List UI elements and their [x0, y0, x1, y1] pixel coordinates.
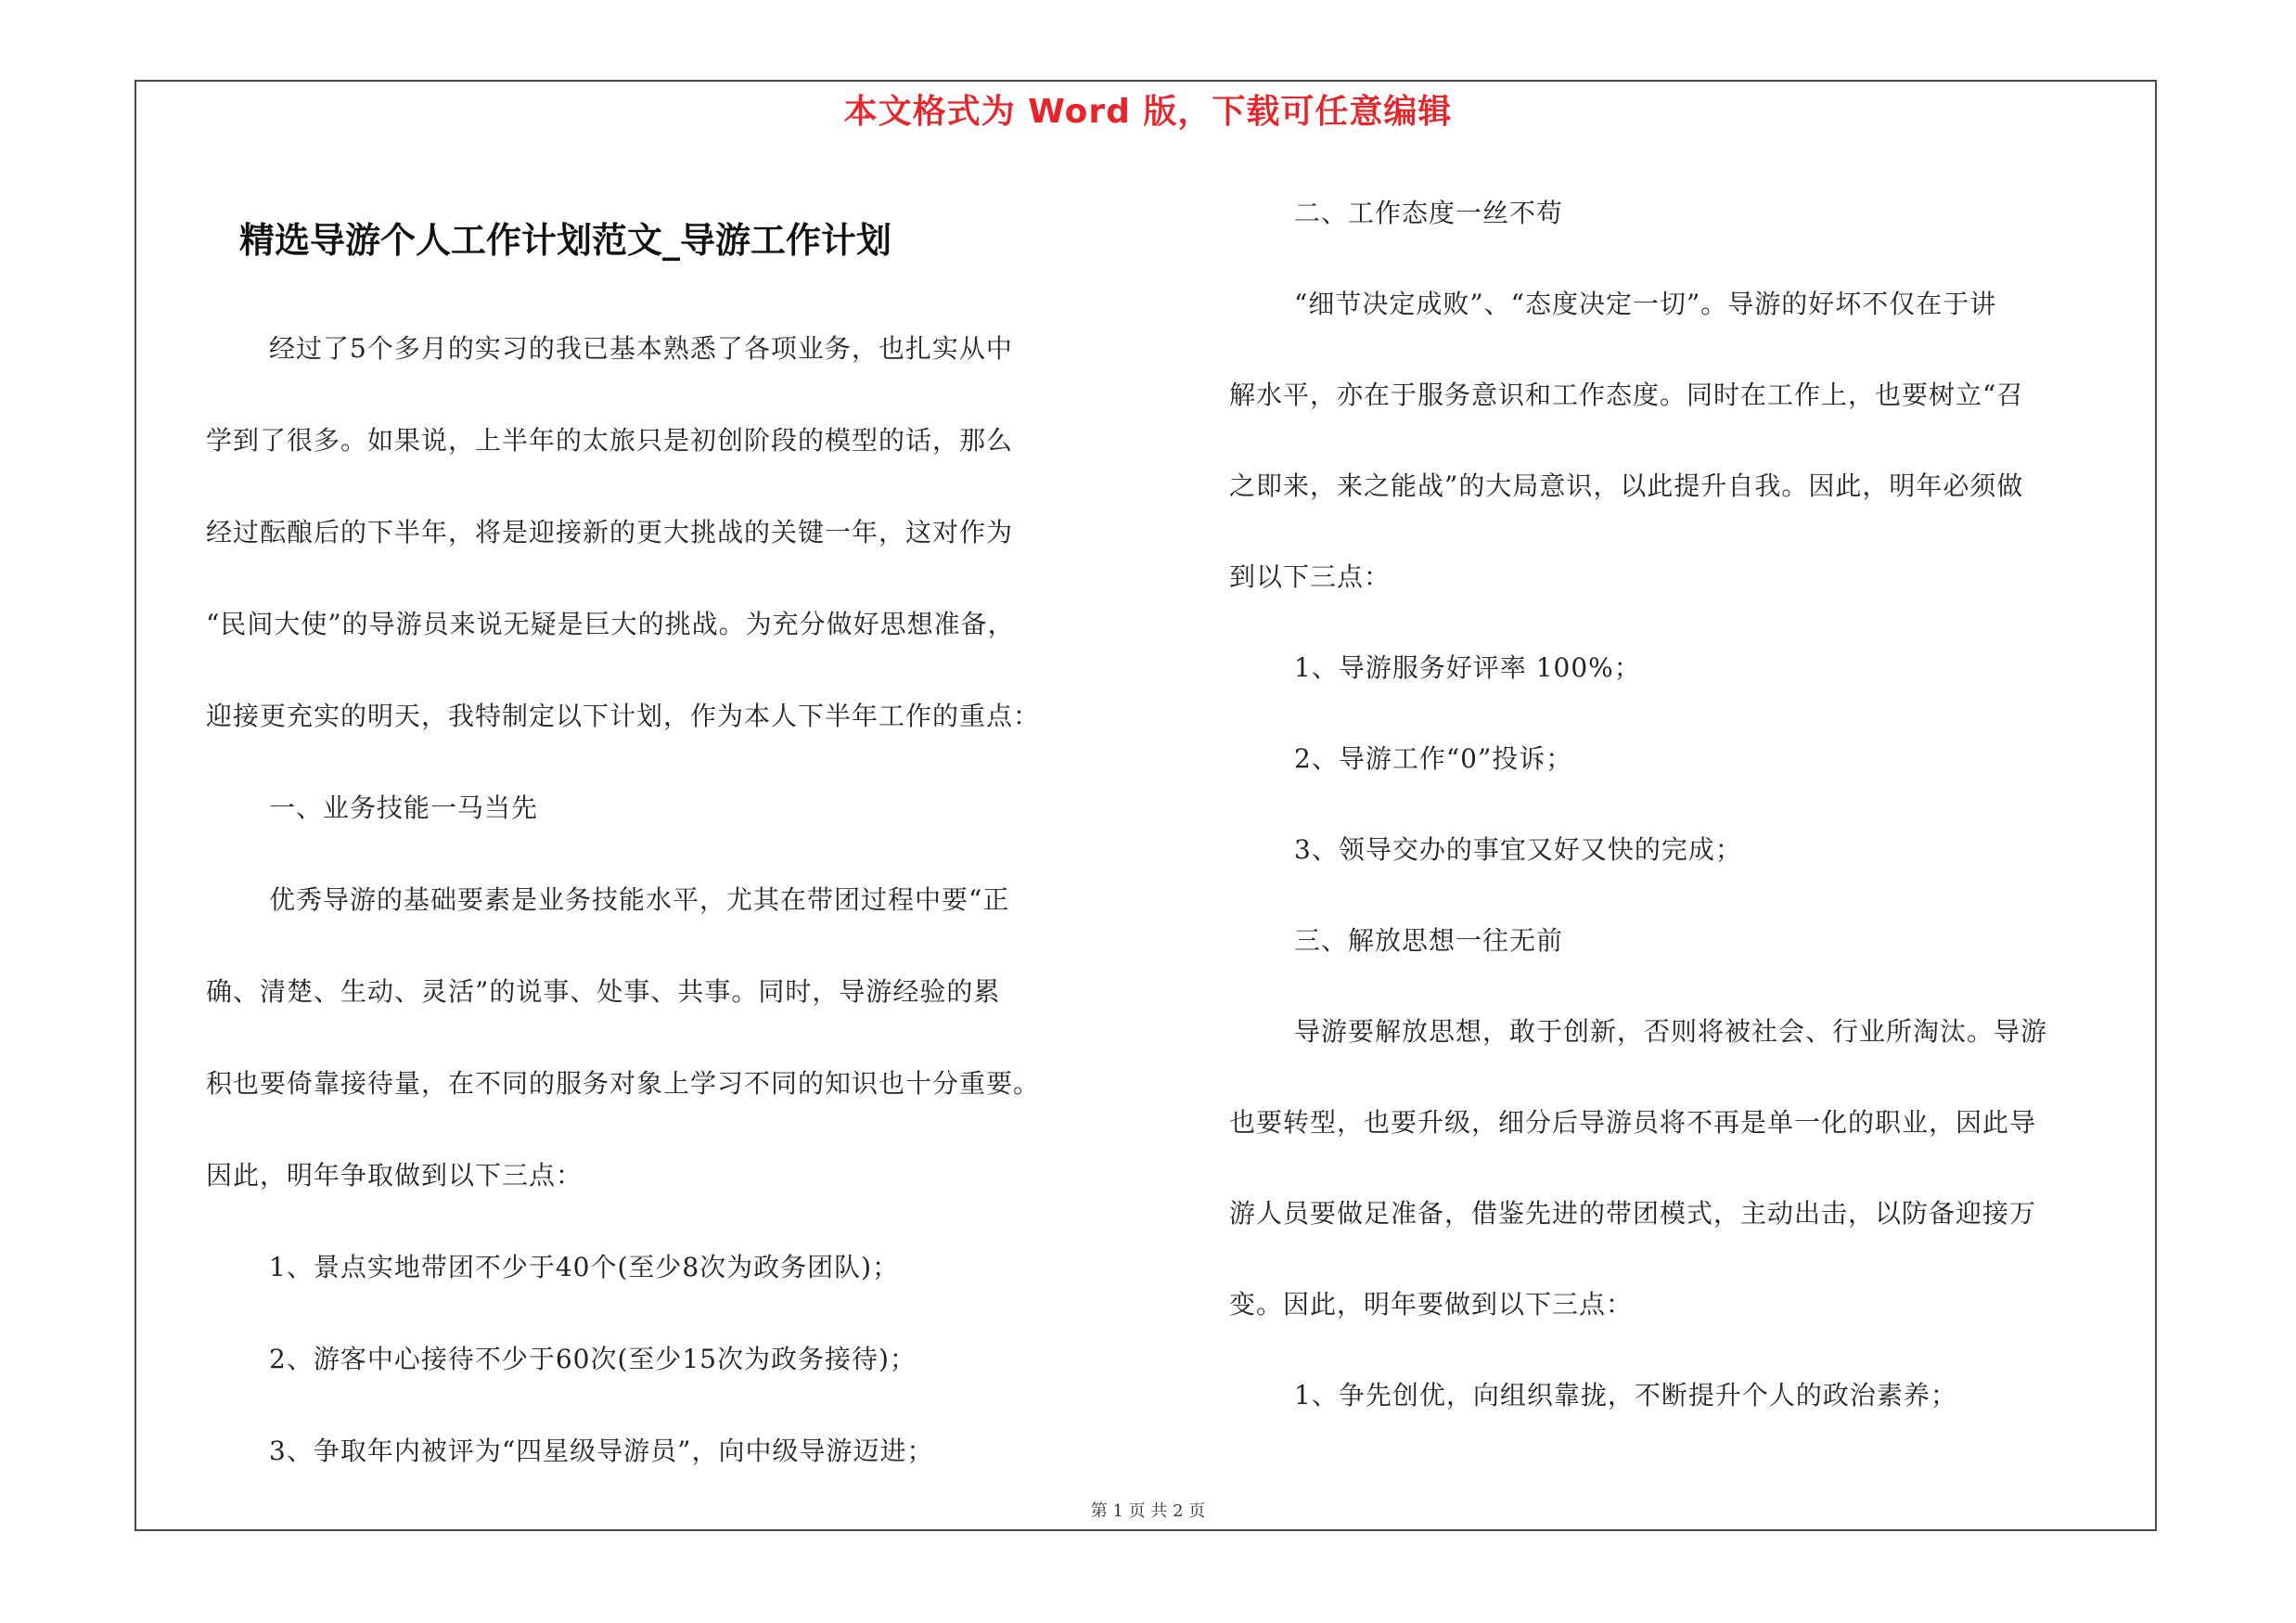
right-line-2: “细节决定成败”、“态度决定一切”。导游的好坏不仅在于讲: [1294, 289, 1997, 319]
left-item-1: 1、景点实地带团不少于40个(至少8次为政务团队)；: [269, 1252, 900, 1282]
right-item-4: 1、争先创优，向组织靠拢，不断提升个人的政治素养；: [1294, 1380, 1957, 1410]
right-item-1: 1、导游服务好评率 100%；: [1294, 652, 1641, 683]
left-heading-1: 一、业务技能一马当先: [269, 792, 539, 823]
left-line-10: 因此，明年争取做到以下三点：: [206, 1160, 584, 1191]
right-line-12: 游人员要做足准备，借鉴先进的带团模式，主动出击，以防备迎接万: [1229, 1198, 2037, 1229]
left-line-7: 优秀导游的基础要素是业务技能水平，尤其在带团过程中要“正: [269, 884, 1010, 915]
right-item-2: 2、导游工作“0”投诉；: [1294, 743, 1573, 774]
left-line-9: 积也要倚靠接待量，在不同的服务对象上学习不同的知识也十分重要。: [206, 1068, 1041, 1099]
right-heading-3: 三、解放思想一往无前: [1294, 925, 1564, 956]
page-number-footer: 第 1 页 共 2 页: [1090, 1501, 1206, 1521]
left-line-8: 确、清楚、生动、灵活”的说事、处事、共事。同时，导游经验的累: [206, 976, 1001, 1007]
right-item-3: 3、领导交办的事宜又好又快的完成；: [1294, 834, 1742, 865]
left-item-2: 2、游客中心接待不少于60次(至少15次为政务接待)；: [269, 1344, 917, 1374]
right-line-5: 到以下三点：: [1229, 561, 1392, 592]
right-line-13: 变。因此，明年要做到以下三点：: [1229, 1289, 1634, 1320]
right-line-11: 也要转型，也要升级，细分后导游员将不再是单一化的职业，因此导: [1229, 1107, 2037, 1138]
left-line-1: 经过了5个多月的实习的我已基本熟悉了各项业务，也扎实从中: [269, 333, 1013, 364]
format-banner: 本文格式为 Word 版，下载可任意编辑: [843, 93, 1453, 131]
left-line-2: 学到了很多。如果说，上半年的太旅只是初创阶段的模型的话，那么: [206, 425, 1014, 456]
left-item-3: 3、争取年内被评为“四星级导游员”，向中级导游迈进；: [269, 1436, 934, 1466]
right-line-10: 导游要解放思想，敢于创新，否则将被社会、行业所淘汰。导游: [1294, 1016, 2048, 1047]
right-line-3: 解水平，亦在于服务意识和工作态度。同时在工作上，也要树立“召: [1229, 380, 2024, 410]
left-line-4: “民间大使”的导游员来说无疑是巨大的挑战。为充分做好思想准备，: [206, 609, 1015, 639]
left-line-5: 迎接更充实的明天，我特制定以下计划，作为本人下半年工作的重点：: [206, 701, 1041, 731]
document-title: 精选导游个人工作计划范文_导游工作计划: [239, 219, 892, 261]
left-line-3: 经过酝酿后的下半年，将是迎接新的更大挑战的关键一年，这对作为: [206, 517, 1014, 547]
right-heading-2: 二、工作态度一丝不苟: [1294, 198, 1564, 228]
right-line-4: 之即来，来之能战”的大局意识，以此提升自我。因此，明年必须做: [1229, 470, 2024, 501]
